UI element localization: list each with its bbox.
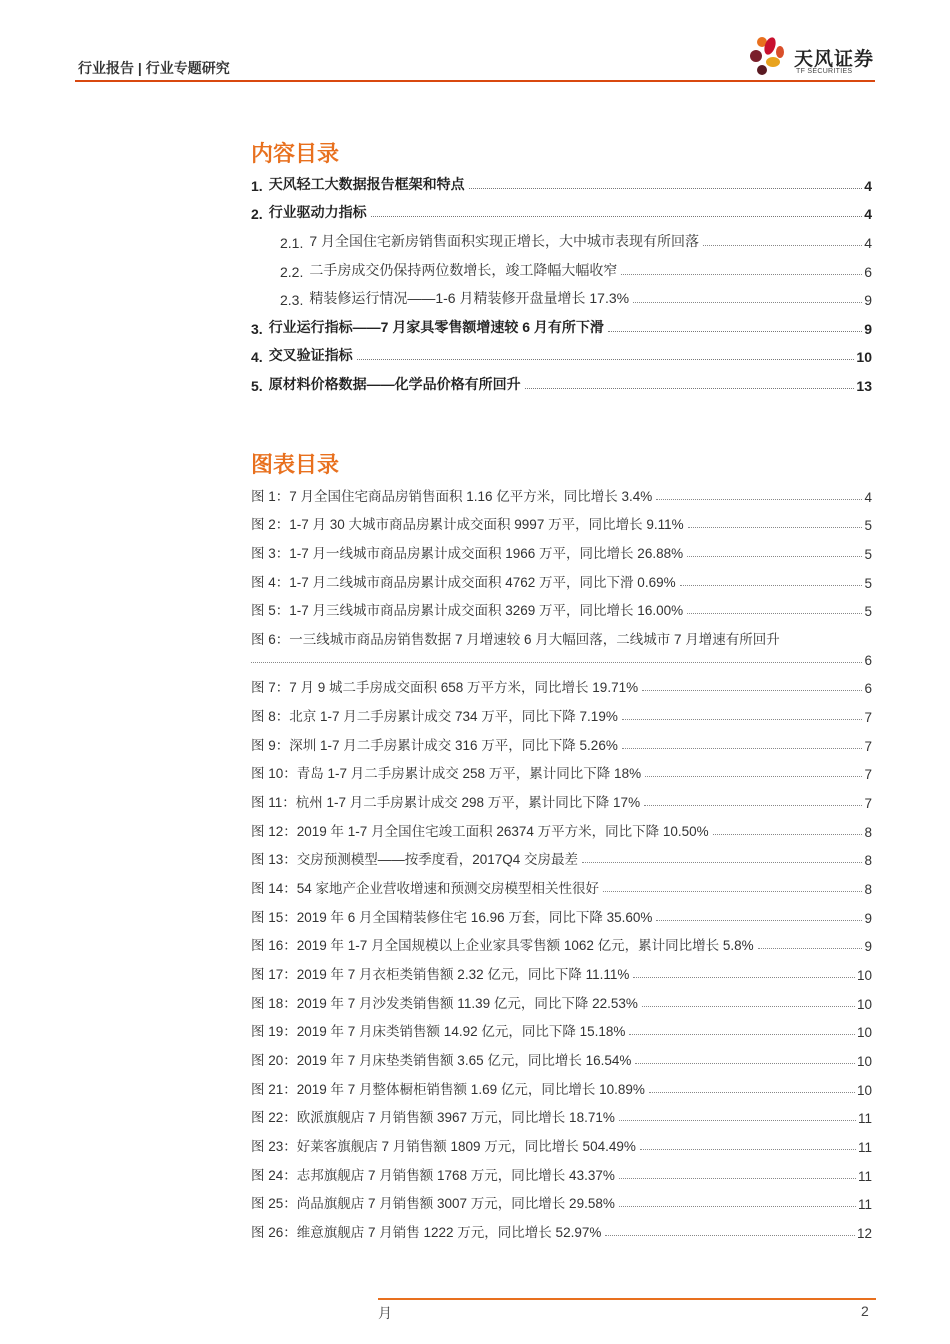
figure-entry-page: 7 xyxy=(864,767,872,782)
figure-entry-page: 5 xyxy=(864,518,872,533)
figure-entry[interactable] xyxy=(251,599,872,619)
toc-entry-text: 天风轻工大数据报告框架和特点 xyxy=(268,176,465,192)
toc-subentry[interactable] xyxy=(280,231,872,251)
figure-entry-text: 图 7：7 月 9 城二手房成交面积 658 万平方米，同比增长 19.71% xyxy=(251,680,639,695)
figure-entry[interactable] xyxy=(251,1106,872,1126)
toc-entry[interactable] xyxy=(251,202,872,222)
figure-entry-text: 图 3：1-7 月一线城市商品房累计成交面积 1966 万平，同比增长 26.88% xyxy=(251,546,684,561)
dot-leader xyxy=(357,359,855,360)
toc-entry-text: 精装修运行情况——1-6 月精装修开盘量增长 17.3% xyxy=(309,290,630,306)
toc-entry-number: 2. xyxy=(251,206,263,222)
contents-title: 内容目录 xyxy=(251,141,340,166)
figure-entry-page: 10 xyxy=(856,1083,872,1098)
figure-entry[interactable] xyxy=(251,571,872,591)
figure-entry-text: 图 2：1-7 月 30 大城市商品房累计成交面积 9997 万平，同比增长 9.11% xyxy=(251,517,684,532)
figure-entry-text: 图 21：2019 年 7 月整体橱柜销售额 1.69 亿元，同比增长 10.89% xyxy=(251,1082,645,1097)
figure-entry-text: 图 13：交房预测模型——按季度看，2017Q4 交房最差 xyxy=(251,852,579,867)
figure-entry-page: 5 xyxy=(864,576,872,591)
toc-entry-page: 4 xyxy=(864,206,872,222)
logo-english-name: TF SECURITIES xyxy=(796,68,853,75)
dot-leader xyxy=(635,1063,855,1064)
dot-leader xyxy=(688,527,863,528)
figure-entry-page: 9 xyxy=(864,911,872,926)
figure-entry-text: 图 12：2019 年 1-7 月全国住宅竣工面积 26374 万平方米，同比下降 10.50% xyxy=(251,824,709,839)
figure-entry-page: 5 xyxy=(864,604,872,619)
dot-leader xyxy=(713,834,863,835)
figure-entry-page: 7 xyxy=(864,710,872,725)
figure-entry-text: 图 25：尚品旗舰店 7 月销售额 3007 万元，同比增长 29.58% xyxy=(251,1196,615,1211)
figure-entry[interactable] xyxy=(251,1049,872,1069)
figure-entry[interactable] xyxy=(251,848,872,868)
figure-entry-text: 图 18：2019 年 7 月沙发类销售额 11.39 亿元，同比下降 22.53% xyxy=(251,996,638,1011)
figures-title: 图表目录 xyxy=(251,452,340,477)
figure-entry-page: 8 xyxy=(864,825,872,840)
figure-entry-text: 图 1：7 月全国住宅商品房销售面积 1.16 亿平方米，同比增长 3.4% xyxy=(251,489,653,504)
dot-leader xyxy=(758,948,863,949)
dot-leader xyxy=(469,188,863,189)
toc-entry-number: 2.2. xyxy=(280,264,304,280)
figure-entry-page: 11 xyxy=(857,1197,872,1212)
dot-leader xyxy=(371,216,863,217)
toc-entry-number: 3. xyxy=(251,321,263,337)
figure-entry-page: 11 xyxy=(857,1140,872,1155)
toc-entry-page: 4 xyxy=(864,178,872,194)
figure-entry[interactable] xyxy=(251,762,872,782)
figure-entry-text: 图 26：维意旗舰店 7 月销售 1222 万元，同比增长 52.97% xyxy=(251,1225,602,1240)
dot-leader xyxy=(687,556,862,557)
toc-entry[interactable] xyxy=(251,345,872,365)
dot-leader xyxy=(525,388,855,389)
figure-entry[interactable] xyxy=(251,906,872,926)
toc-entry-text: 行业运行指标——7 月家具零售额增速较 6 月有所下滑 xyxy=(268,319,604,335)
figure-entry-page: 4 xyxy=(864,490,872,505)
dot-leader xyxy=(656,920,862,921)
figure-entry-text: 图 8：北京 1-7 月二手房累计成交 734 万平，同比下降 7.19% xyxy=(251,709,618,724)
figure-entry-page: 5 xyxy=(864,547,872,562)
page-number: 2 xyxy=(861,1303,869,1319)
figure-entry-page: 10 xyxy=(856,997,872,1012)
dot-leader xyxy=(251,662,862,663)
figure-entry[interactable] xyxy=(251,628,780,648)
toc-subentry[interactable] xyxy=(280,260,872,280)
dot-leader xyxy=(687,613,862,614)
toc-entry[interactable] xyxy=(251,374,872,394)
toc-entry-text: 行业驱动力指标 xyxy=(268,204,367,220)
dot-leader xyxy=(622,719,863,720)
figure-entry-page: 9 xyxy=(864,939,872,954)
dot-leader xyxy=(622,748,863,749)
dot-leader xyxy=(629,1034,855,1035)
dot-leader xyxy=(680,585,863,586)
figure-entry-text: 图 22：欧派旗舰店 7 月销售额 3967 万元，同比增长 18.71% xyxy=(251,1110,615,1125)
toc-entry[interactable] xyxy=(251,317,872,337)
figure-entry-text: 图 9：深圳 1-7 月二手房累计成交 316 万平，同比下降 5.26% xyxy=(251,738,618,753)
dot-leader xyxy=(645,776,862,777)
toc-entry-page: 9 xyxy=(864,321,872,337)
figure-entry-page: 8 xyxy=(864,853,872,868)
dot-leader xyxy=(603,891,862,892)
figure-entry[interactable] xyxy=(251,705,872,725)
dot-leader xyxy=(619,1206,856,1207)
figure-entry-text: 图 6：一三线城市商品房销售数据 7 月增速较 6 月大幅回落，二线城市 7 月增速有所回升 xyxy=(251,632,780,647)
figure-entry[interactable] xyxy=(251,1078,872,1098)
figure-entry-page: 12 xyxy=(856,1226,872,1241)
figure-entry-text: 图 17：2019 年 7 月衣柜类销售额 2.32 亿元，同比下降 11.11% xyxy=(251,967,630,982)
toc-entry-number: 1. xyxy=(251,178,263,194)
dot-leader xyxy=(619,1120,856,1121)
logo-chinese-name: 天风证券 xyxy=(794,49,875,70)
figure-entry[interactable] xyxy=(251,820,872,840)
toc-entry-number: 4. xyxy=(251,349,263,365)
toc-entry-number: 2.1. xyxy=(280,235,304,251)
figure-entry-text: 图 5：1-7 月三线城市商品房累计成交面积 3269 万平，同比增长 16.00% xyxy=(251,603,684,618)
dot-leader xyxy=(644,805,862,806)
toc-entry-page: 13 xyxy=(856,378,872,394)
toc-entry-text: 交叉验证指标 xyxy=(268,347,353,363)
toc-entry-page: 10 xyxy=(856,349,872,365)
toc-entry-number: 5. xyxy=(251,378,263,394)
dot-leader xyxy=(656,499,862,500)
toc-entry-text: 二手房成交仍保持两位数增长，竣工降幅大幅收窄 xyxy=(309,262,618,278)
figure-entry[interactable] xyxy=(251,791,872,811)
figure-entry-text: 图 16：2019 年 1-7 月全国规模以上企业家具零售额 1062 亿元，累计同比增长 5.8% xyxy=(251,938,754,953)
dot-leader xyxy=(605,1235,855,1236)
figure-entry-page: 10 xyxy=(856,1054,872,1069)
toc-entry[interactable] xyxy=(251,174,872,194)
figure-entry[interactable] xyxy=(251,1020,872,1040)
report-breadcrumb: 行业报告 | 行业专题研究 xyxy=(78,60,230,76)
figure-entry-text: 图 23：好莱客旗舰店 7 月销售额 1809 万元，同比增长 504.49% xyxy=(251,1139,636,1154)
dot-leader xyxy=(633,302,862,303)
figure-entry[interactable] xyxy=(251,513,872,533)
dot-leader xyxy=(619,1178,856,1179)
footer-text-fragment: 月 xyxy=(378,1305,392,1321)
dot-leader xyxy=(621,274,862,275)
figure-entry-text: 图 14：54 家地产企业营收增速和预测交房模型相关性很好 xyxy=(251,881,600,896)
figure-entry-continuation[interactable] xyxy=(251,648,872,668)
figure-entry-text: 图 4：1-7 月二线城市商品房累计成交面积 4762 万平，同比下滑 0.69% xyxy=(251,575,676,590)
figure-entry-page: 6 xyxy=(864,681,872,696)
figure-entry-text: 图 11：杭州 1-7 月二手房累计成交 298 万平，累计同比下降 17% xyxy=(251,795,641,810)
figure-entry-text: 图 24：志邦旗舰店 7 月销售额 1768 万元，同比增长 43.37% xyxy=(251,1168,615,1183)
dot-leader xyxy=(640,1149,856,1150)
dot-leader xyxy=(703,245,862,246)
figure-entry-text: 图 20：2019 年 7 月床垫类销售额 3.65 亿元，同比增长 16.54% xyxy=(251,1053,632,1068)
footer-divider xyxy=(378,1298,876,1300)
figure-entry-text: 图 10：青岛 1-7 月二手房累计成交 258 万平，累计同比下降 18% xyxy=(251,766,642,781)
toc-entry-text: 7 月全国住宅新房销售面积实现正增长，大中城市表现有所回落 xyxy=(309,233,700,249)
toc-subentry[interactable] xyxy=(280,288,872,308)
figure-entry-page: 7 xyxy=(864,796,872,811)
dot-leader xyxy=(642,1006,855,1007)
figure-entry[interactable] xyxy=(251,1164,872,1184)
figure-entry[interactable] xyxy=(251,963,872,983)
toc-entry-text: 原材料价格数据——化学品价格有所回升 xyxy=(268,376,521,392)
figure-entry-page: 7 xyxy=(864,739,872,754)
dot-leader xyxy=(582,862,862,863)
figure-entry-page: 10 xyxy=(856,1025,872,1040)
toc-entry-page: 9 xyxy=(864,292,872,308)
dot-leader xyxy=(608,331,862,332)
figure-entry[interactable] xyxy=(251,485,872,505)
figure-entry[interactable] xyxy=(251,734,872,754)
dot-leader xyxy=(649,1092,855,1093)
figure-entry-page: 8 xyxy=(864,882,872,897)
figure-entry-page: 11 xyxy=(857,1111,872,1126)
toc-entry-page: 4 xyxy=(864,235,872,251)
dot-leader xyxy=(642,690,862,691)
figure-entry[interactable] xyxy=(251,542,872,562)
figure-entry[interactable] xyxy=(251,676,872,696)
figure-entry[interactable] xyxy=(251,1192,872,1212)
figure-entry-page: 10 xyxy=(856,968,872,983)
figure-entry[interactable] xyxy=(251,1221,872,1241)
figure-entry[interactable] xyxy=(251,934,872,954)
figure-entry-page: 11 xyxy=(857,1169,872,1184)
toc-entry-number: 2.3. xyxy=(280,292,304,308)
figure-entry-page: 6 xyxy=(864,653,872,668)
figure-entry-text: 图 19：2019 年 7 月床类销售额 14.92 亿元，同比下降 15.18% xyxy=(251,1024,626,1039)
toc-entry-page: 6 xyxy=(864,264,872,280)
figure-entry[interactable] xyxy=(251,877,872,897)
figure-entry-text: 图 15：2019 年 6 月全国精装修住宅 16.96 万套，同比下降 35.60% xyxy=(251,910,653,925)
dot-leader xyxy=(633,977,855,978)
figure-entry[interactable] xyxy=(251,1135,872,1155)
figure-entry[interactable] xyxy=(251,992,872,1012)
